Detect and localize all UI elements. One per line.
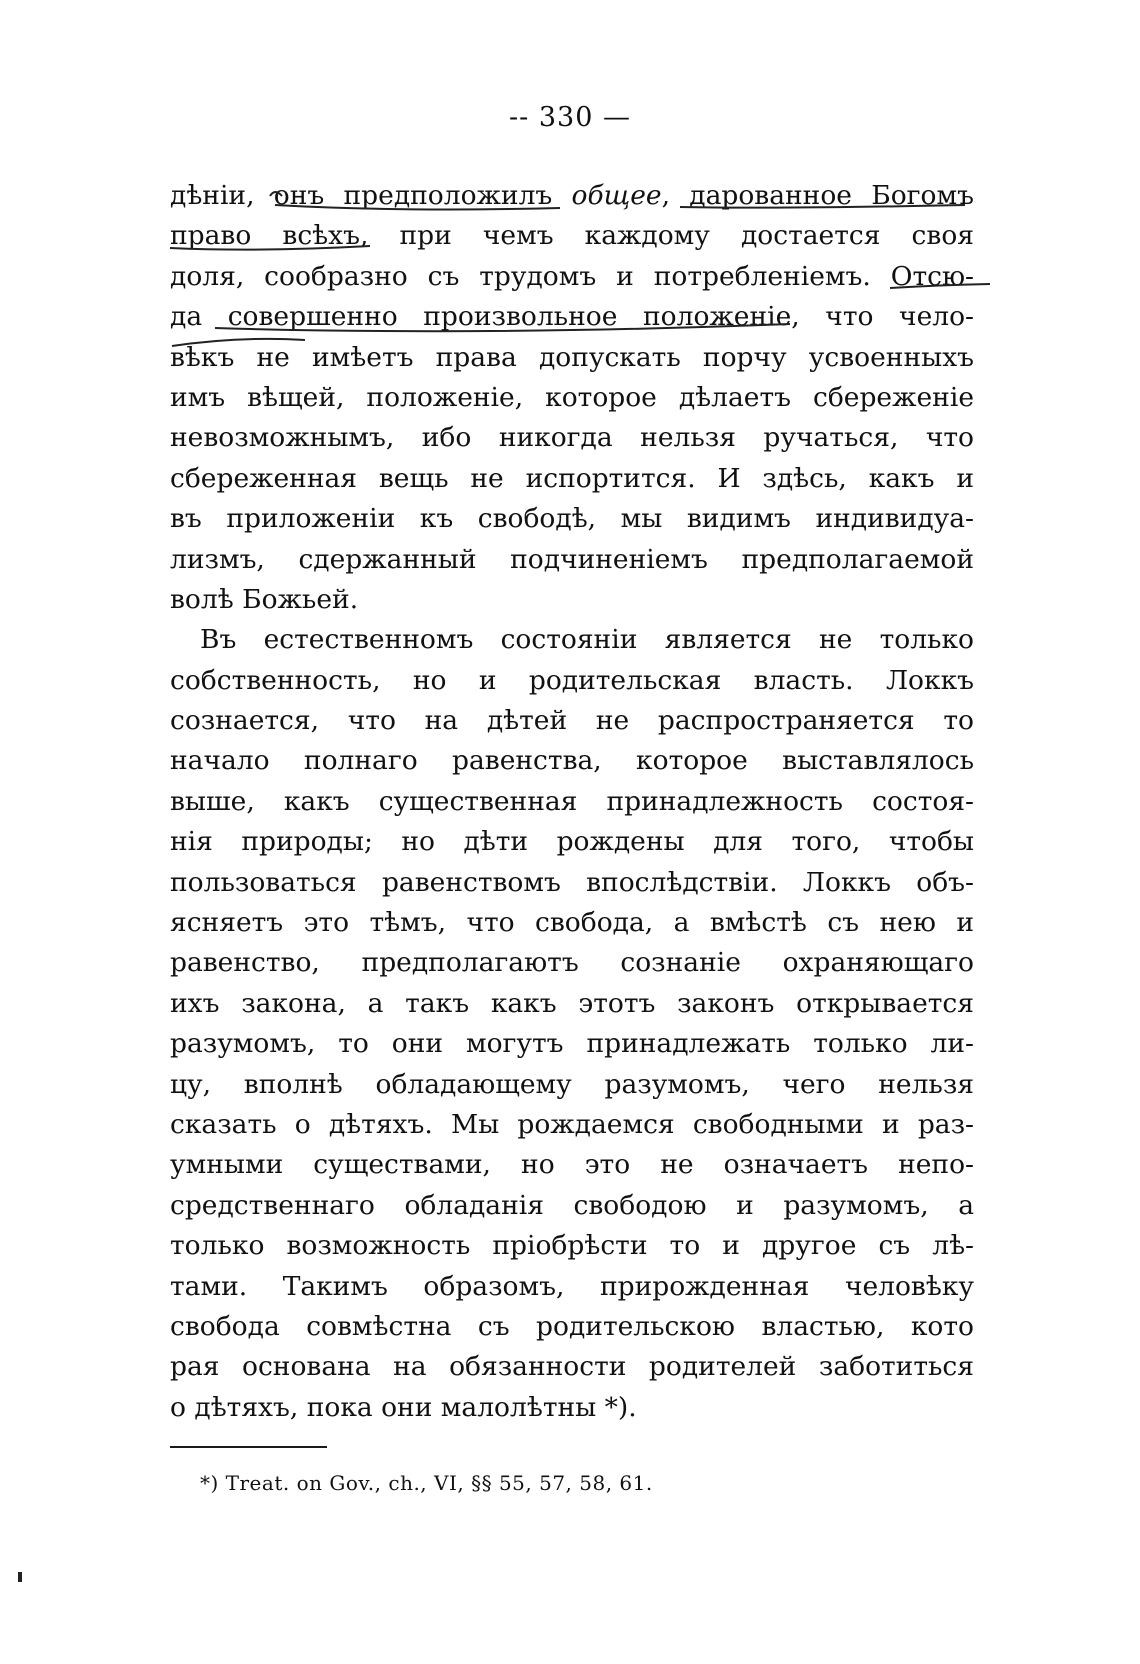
text-line: имъ вѣщей, положеніе, которое дѣлаетъ сбереженіе [170,381,974,413]
text-line: сознается, что на дѣтей не распространяется то [170,705,974,737]
text-line: доля, сообразно съ трудомъ и потребленіемъ. Отсю- [170,260,974,292]
footnote: *) Treat. on Gov., ch., VI, §§ 55, 57, 58, 61. [200,1471,653,1495]
text-line: рая основана на обязанности родителей заботиться [170,1351,974,1383]
text-line: да совершенно произвольное положеніе, что чело- [170,301,974,333]
text-line: тами. Такимъ образомъ, прирожденная человѣку [170,1270,974,1302]
footnote-divider [170,1446,327,1448]
text-line: ихъ закона, а такъ какъ этотъ законъ открывается [170,987,974,1019]
text-line: Въ естественномъ состояніи является не только [200,624,974,656]
text-line: сбереженная вещь не испортится. И здѣсь, какъ и [170,462,974,494]
text-line: цу, вполнѣ обладающему разумомъ, чего нельзя [170,1068,974,1100]
text-line: невозможнымъ, ибо никогда нельзя ручаться, что [170,422,974,454]
text-line: ясняетъ это тѣмъ, что свобода, а вмѣстѣ съ нею и [170,907,974,939]
text-line: пользоваться равенствомъ впослѣдствіи. Локкъ объ- [170,866,974,898]
text-line-end: , дарованное Богомъ [661,180,974,211]
text-line: право всѣхъ, при чемъ каждому достается своя [170,220,974,252]
text-line: въ приложеніи къ свободѣ, мы видимъ индивидуа- [170,503,974,535]
text-line: равенство, предполагаютъ сознаніе охраняющаго [170,947,974,979]
scan-speck [18,1572,22,1582]
body-text [170,176,974,1428]
text-line: средственнаго обладанія свободою и разумомъ, а [170,1189,974,1221]
text-line: вѣкъ не имѣетъ права допускать порчу усвоенныхъ [170,341,974,373]
text-line: выше, какъ существенная принадлежность состоя- [170,785,974,817]
text-line: нія природы; но дѣти рождены для того, чтобы [170,826,974,858]
text-line: свобода совмѣстна съ родительскою властью, кото [170,1310,974,1342]
text-line: собственность, но и родительская власть. Локкъ [170,664,974,696]
text-line [170,176,974,216]
text-line: умными существами, но это не означаетъ непо- [170,1149,974,1181]
page-number: -- 330 — [509,102,631,133]
text-line: разумомъ, то они могутъ принадлежать только ли- [170,1028,974,1060]
text-line-start: дѣніи, онъ предположилъ [170,180,572,211]
text-line: волѣ Божьей. [170,583,359,615]
text-line: только возможность пріобрѣсти то и другое съ лѣ- [170,1230,974,1262]
italic-word: общее [571,180,662,211]
text-line: начало полнаго равенства, которое выставлялось [170,745,974,777]
text-line: сказать о дѣтяхъ. Мы рождаемся свободными и раз- [170,1108,974,1140]
text-line: лизмъ, сдержанный подчиненіемъ предполагаемой [170,543,974,575]
text-line: о дѣтяхъ, пока они малолѣтны *). [170,1391,637,1423]
